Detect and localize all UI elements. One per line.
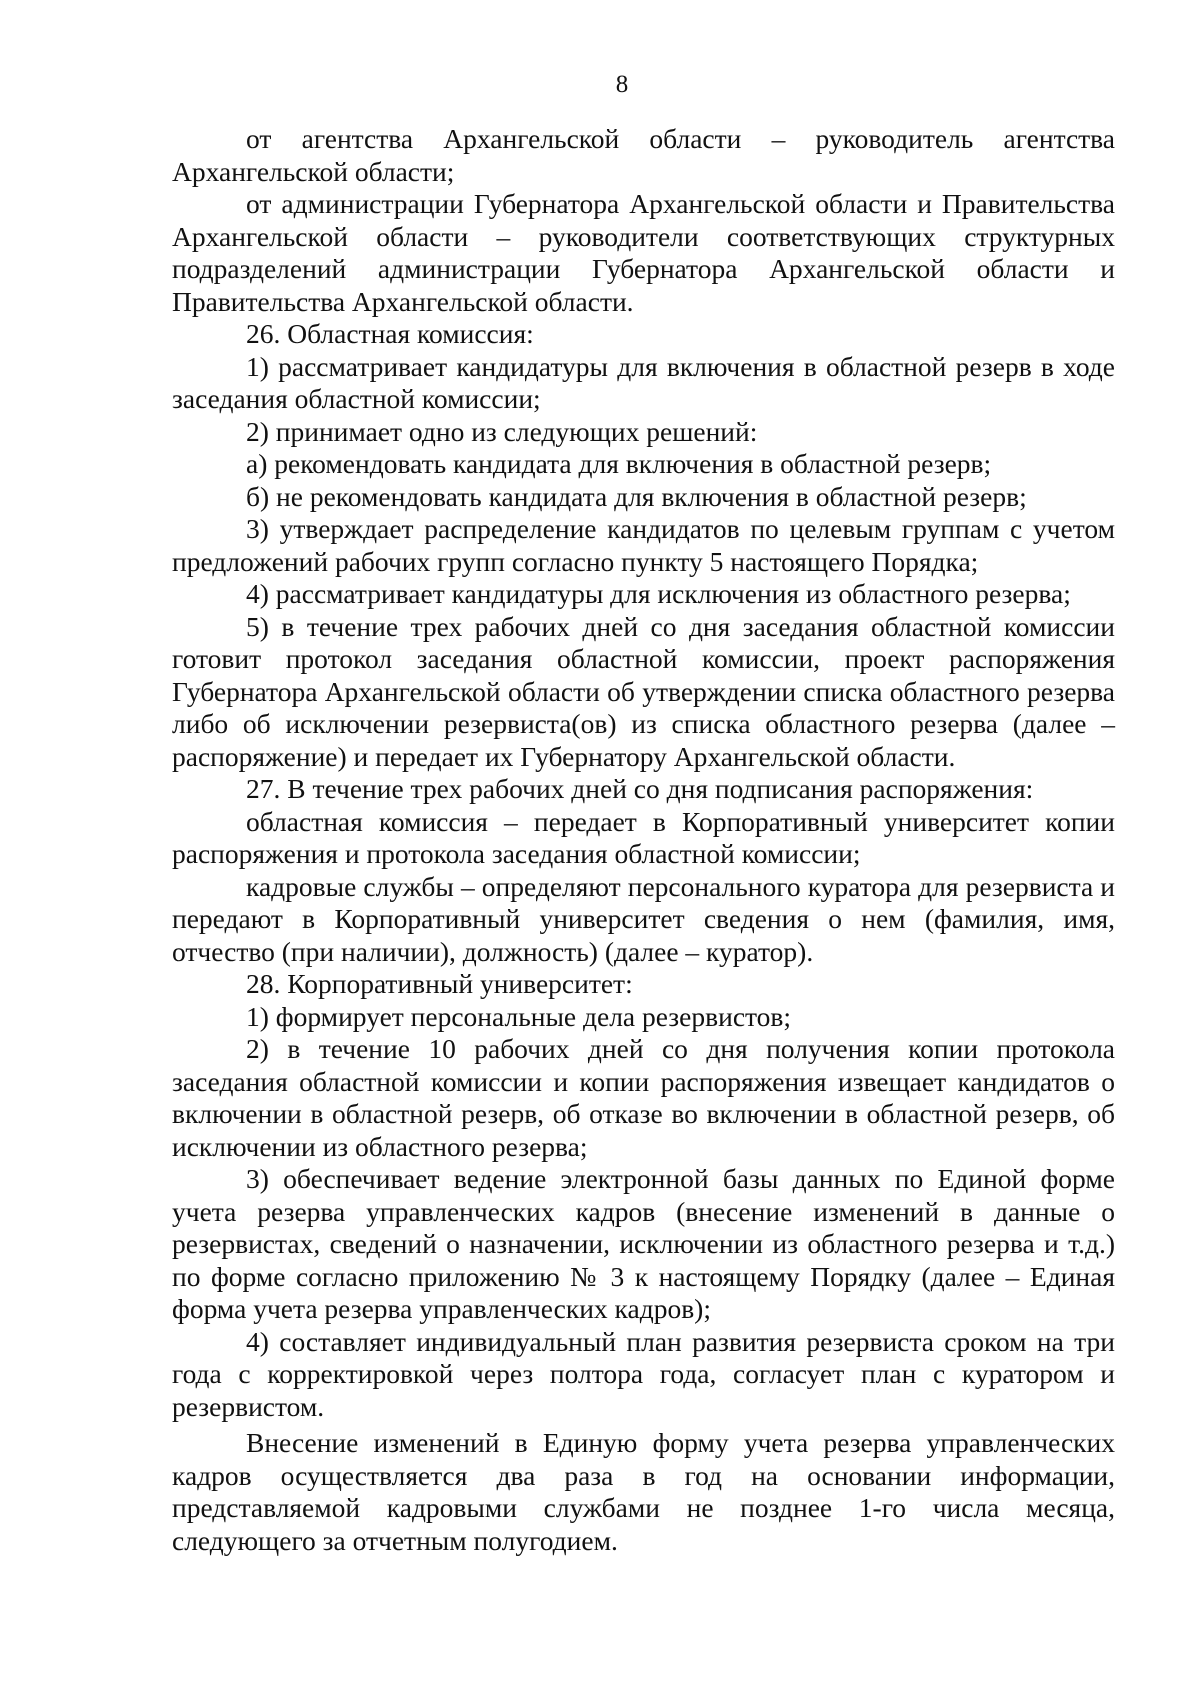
paragraph-item-27: 27. В течение трех рабочих дней со дня подписания распоряжения:: [246, 773, 1034, 804]
paragraph-item-28-2: 2) в течение 10 рабочих дней со дня получения копии протокола заседания областной комиссии и копии распоряжения извещает кандидатов о включении в областной резерв, об отказе во включении в областной резерв, об исключении из областного резерва;: [172, 1033, 1115, 1162]
paragraph-item-26-5: 5) в течение трех рабочих дней со дня заседания областной комиссии готовит протокол заседания областной комиссии, проект распоряжения Губернатора Архангельской области об утверждении списка областного резерва либо об исключении резервиста(ов) из списка областного резерва (далее – распоряжение) и передает их Губернатору Архангельской области.: [172, 610, 1115, 772]
paragraph-item-28-1: 1) формирует персональные дела резервистов;: [246, 1000, 792, 1032]
paragraph-item-26-2: 2) принимает одно из следующих решений:: [246, 415, 758, 447]
paragraph-item-26: 26. Областная комиссия:: [246, 318, 534, 349]
paragraph-administration-representative: от администрации Губернатора Архангельской области и Правительства Архангельской области – руководители соответствующих структурных подразделений администрации Губернатора Архангельской области и Правительства Архангельской области.: [172, 188, 1115, 317]
page-number: 8: [615, 71, 629, 98]
paragraph-item-26-1: 1) рассматривает кандидатуры для включения в областной резерв в ходе заседания областной комиссии;: [172, 350, 1115, 414]
paragraph-item-26-4: 4) рассматривает кандидатуры для исключения из областного резерва;: [246, 578, 1071, 609]
document-body: [172, 123, 1115, 1557]
paragraph-item-26-2-a: а) рекомендовать кандидата для включения в областной резерв;: [246, 448, 992, 479]
paragraph-item-28-4: 4) составляет индивидуальный план развития резервиста сроком на три года с корректировкой через полтора года, согласует план с куратором и резервистом.: [172, 1325, 1115, 1422]
paragraph-changes-schedule: Внесение изменений в Единую форму учета резерва управленческих кадров осуществляется два раза в год на основании информации, представляемой кадровыми службами не позднее 1-го числа месяца, следующего за отчетным полугодием.: [172, 1427, 1115, 1556]
paragraph-agency-representative: от агентства Архангельской области – руководитель агентства Архангельской области;: [172, 123, 1115, 187]
paragraph-item-26-3: 3) утверждает распределение кандидатов по целевым группам с учетом предложений рабочих групп согласно пункту 5 настоящего Порядка;: [172, 513, 1115, 577]
paragraph-item-28: 28. Корпоративный университет:: [246, 968, 633, 999]
paragraph-item-27-commission: областная комиссия – передает в Корпоративный университет копии распоряжения и протокола заседания областной комиссии;: [172, 805, 1115, 869]
paragraph-item-26-2-b: б) не рекомендовать кандидата для включения в областной резерв;: [246, 480, 1027, 512]
paragraph-item-27-hr: кадровые службы – определяют персонального куратора для резервиста и передают в Корпоративный университет сведения о нем (фамилия, имя, отчество (при наличии), должность) (далее – куратор).: [172, 870, 1115, 967]
paragraph-item-28-3: 3) обеспечивает ведение электронной базы данных по Единой форме учета резерва управленческих кадров (внесение изменений в данные о резервистах, сведений о назначении, исключении из областного резерва и т.д.) по форме согласно приложению № 3 к настоящему Порядку (далее – Единая форма учета резерва управленческих кадров);: [172, 1163, 1115, 1324]
